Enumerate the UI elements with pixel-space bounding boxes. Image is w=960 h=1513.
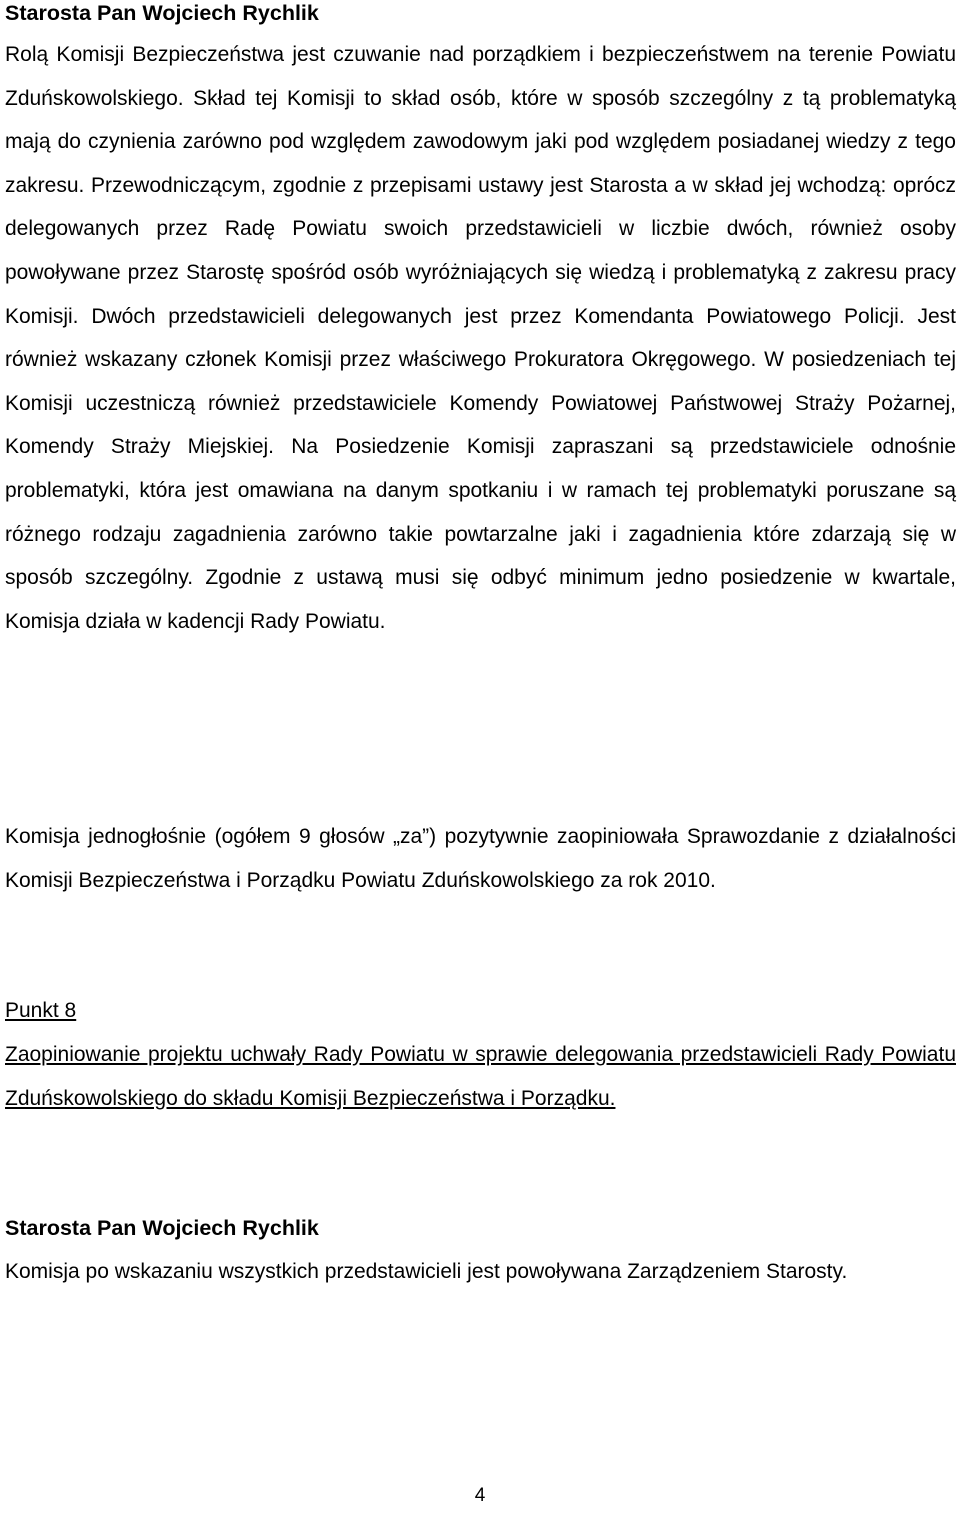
agenda-point-title: Zaopiniowanie projektu uchwały Rady Powiatu w sprawie delegowania przedstawicieli Rady Powiatu Zduńskowolskiego do składu Komisji Bezpieczeństwa i Porządku. — [5, 1043, 956, 1110]
speaker-name: Starosta Pan Wojciech Rychlik — [5, 1, 319, 25]
paragraph-commission-role: Rolą Komisji Bezpieczeństwa jest czuwanie nad porządkiem i bezpieczeństwem na terenie Powiatu Zduńskowolskiego. Skład tej Komisji to skład osób, które w sposób szczególny z tą problematyką mają do czynienia zarówno pod względem zawodowym jaki pod względem posiadanej wiedzy z tego zakresu. Przewodniczącym, zgodnie z przepisami ustawy jest Starosta a w skład jej wchodzą: oprócz delegowanych przez Radę Powiatu swoich przedstawicieli w liczbie dwóch, również osoby powoływane przez Starostę spośród osób wyróżniających się wiedzą i problematyką z zakresu pracy Komisji. Dwóch przedstawicieli delegowanych jest przez Komendanta Powiatowego Policji. Jest również wskazany członek Komisji przez właściwego Prokuratora Okręgowego. W posiedzeniach tej Komisji uczestniczą również przedstawiciele Komendy Powiatowej Państwowej Straży Pożarnej, Komendy Straży Miejskiej. Na Posiedzenie Komisji zapraszani są przedstawiciele odnośnie problematyki, która jest omawiana na danym spotkaniu i w ramach tej problematyki poruszane są różnego rodzaju zagadnienia zarówno takie powtarzalne jaki i zagadnienia które zdarzają się w sposób szczególny. Zgodnie z ustawą musi się odbyć minimum jedno posiedzenie w kwartale, Komisja działa w kadencji Rady Powiatu. — [5, 43, 956, 633]
speaker-name: Starosta Pan Wojciech Rychlik — [5, 1216, 319, 1240]
paragraph-vote-result: Komisja jednogłośnie (ogółem 9 głosów „za”) pozytywnie zaopiniowała Sprawozdanie z działalności Komisji Bezpieczeństwa i Porządku Powiatu Zduńskowolskiego za rok 2010. — [5, 825, 956, 892]
page-number: 4 — [474, 1485, 486, 1506]
paragraph-appointment: Komisja po wskazaniu wszystkich przedstawicieli jest powoływana Zarządzeniem Starosty. — [5, 1260, 848, 1283]
agenda-point-heading: Punkt 8 — [5, 999, 77, 1022]
